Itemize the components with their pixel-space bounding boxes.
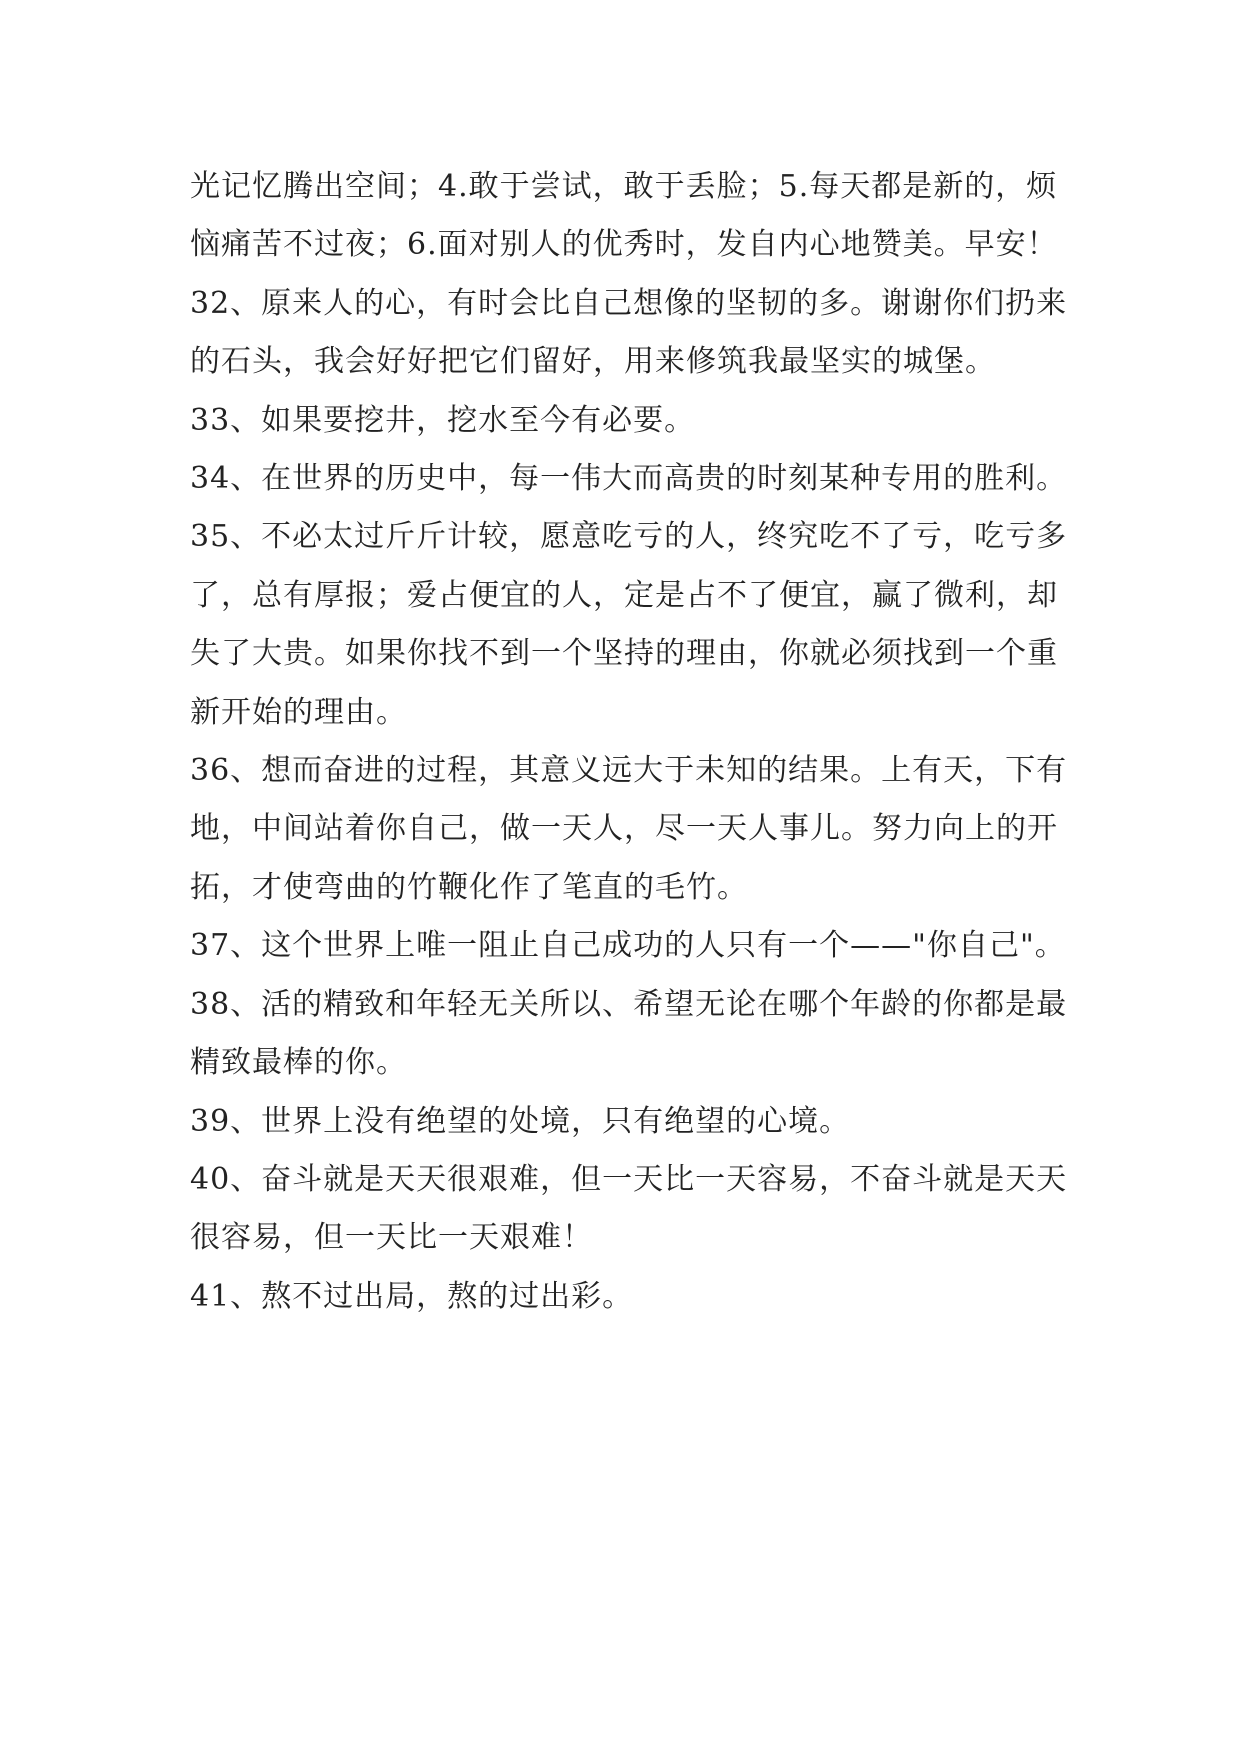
paragraph-31-continuation: 光记忆腾出空间；4.敢于尝试，敢于丢脸；5.每天都是新的，烦恼痛苦不过夜；6.面对别人的优秀时，发自内心地赞美。早安！ bbox=[190, 169, 1058, 263]
paragraph-32: 32、原来人的心，有时会比自己想像的坚韧的多。谢谢你们扔来的石头，我会好好把它们留好，用来修筑我最坚实的城堡。 bbox=[190, 285, 1068, 380]
paragraph-34: 34、在世界的历史中，每一伟大而高贵的时刻某种专用的胜利。 bbox=[190, 461, 1068, 497]
paragraph-33: 33、如果要挖井，挖水至今有必要。 bbox=[190, 402, 696, 438]
paragraph-39: 39、世界上没有绝望的处境，只有绝望的心境。 bbox=[190, 1103, 851, 1139]
paragraph-38: 38、活的精致和年轻无关所以、希望无论在哪个年龄的你都是最精致最棒的你。 bbox=[190, 986, 1068, 1081]
paragraph-36: 36、想而奋进的过程，其意义远大于未知的结果。上有天，下有地，中间站着你自己，做一天人，尽一天人事儿。努力向上的开拓，才使弯曲的竹鞭化作了笔直的毛竹。 bbox=[190, 753, 1068, 905]
paragraph-40: 40、奋斗就是天天很艰难，但一天比一天容易，不奋斗就是天天很容易，但一天比一天艰难！ bbox=[190, 1161, 1068, 1256]
document-body bbox=[190, 158, 1070, 1326]
paragraph-37: 37、这个世界上唯一阻止自己成功的人只有一个——"你自己"。 bbox=[190, 928, 1066, 964]
paragraph-41: 41、熬不过出局，熬的过出彩。 bbox=[190, 1278, 634, 1314]
paragraph-35: 35、不必太过斤斤计较，愿意吃亏的人，终究吃不了亏，吃亏多了，总有厚报；爱占便宜的人，定是占不了便宜，赢了微利，却失了大贵。如果你找不到一个坚持的理由，你就必须找到一个重新开始的理由。 bbox=[190, 519, 1068, 730]
